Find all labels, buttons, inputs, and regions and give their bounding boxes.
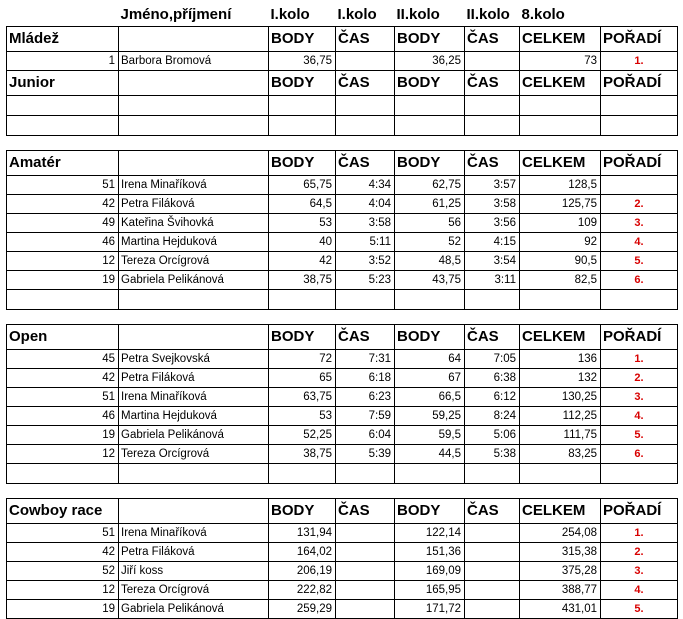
section-gap (7, 310, 678, 325)
label-total: CELKEM (520, 71, 601, 96)
empty-row (7, 290, 678, 310)
round2-time: 3:57 (465, 176, 520, 195)
gap-cell (7, 484, 119, 499)
rank-value: 4. (601, 233, 678, 252)
table-row (7, 350, 678, 369)
label-points-2: BODY (395, 499, 465, 524)
total-points: 111,75 (520, 426, 601, 445)
label-time-1: ČAS (336, 325, 395, 350)
category-row (7, 71, 678, 96)
empty-cell (465, 116, 520, 136)
total-points: 109 (520, 214, 601, 233)
start-number: 12 (7, 252, 119, 271)
round1-time (336, 52, 395, 71)
round2-points: 43,75 (395, 271, 465, 290)
label-rank: POŘADÍ (601, 325, 678, 350)
round2-points: 48,5 (395, 252, 465, 271)
label-points-1: BODY (269, 151, 336, 176)
round1-points: 53 (269, 214, 336, 233)
table-row (7, 214, 678, 233)
round2-points: 56 (395, 214, 465, 233)
rank-value: 5. (601, 252, 678, 271)
rider-name: Jiří koss (119, 562, 269, 581)
header-name: Jméno,příjmení (120, 6, 232, 23)
rider-name: Petra Filáková (119, 195, 269, 214)
round1-points: 52,25 (269, 426, 336, 445)
round2-time (465, 543, 520, 562)
rider-name: Petra Filáková (119, 369, 269, 388)
empty-cell (395, 290, 465, 310)
label-points-2: BODY (395, 27, 465, 52)
rank-value: 4. (601, 581, 678, 600)
total-points: 112,25 (520, 407, 601, 426)
round1-time: 4:04 (336, 195, 395, 214)
round2-time: 5:06 (465, 426, 520, 445)
empty-cell (520, 96, 601, 116)
round2-points: 66,5 (395, 388, 465, 407)
category-title: Amatér (7, 151, 119, 176)
empty-cell (269, 464, 336, 484)
round2-points: 59,5 (395, 426, 465, 445)
round1-time (336, 543, 395, 562)
empty-cell (336, 96, 395, 116)
round1-time: 6:18 (336, 369, 395, 388)
round1-time: 7:59 (336, 407, 395, 426)
empty-cell (7, 96, 119, 116)
round2-time (465, 562, 520, 581)
gap-cell (465, 310, 520, 325)
label-points-1: BODY (269, 499, 336, 524)
round1-points: 222,82 (269, 581, 336, 600)
label-total: CELKEM (520, 499, 601, 524)
start-number: 42 (7, 195, 119, 214)
round2-points: 62,75 (395, 176, 465, 195)
start-number: 12 (7, 581, 119, 600)
round1-time: 7:31 (336, 350, 395, 369)
empty-cell (601, 464, 678, 484)
header-round2-points: II.kolo (396, 6, 440, 23)
empty-row (7, 464, 678, 484)
round1-points: 65,75 (269, 176, 336, 195)
start-number: 1 (7, 52, 119, 71)
round2-time: 3:56 (465, 214, 520, 233)
total-points: 128,5 (520, 176, 601, 195)
rank-value: 1. (601, 52, 678, 71)
table-row (7, 407, 678, 426)
total-points: 82,5 (520, 271, 601, 290)
rider-name: Kateřina Švihovká (119, 214, 269, 233)
gap-cell (336, 136, 395, 151)
total-points: 431,01 (520, 600, 601, 619)
empty-cell (395, 116, 465, 136)
table-row (7, 195, 678, 214)
start-number: 45 (7, 350, 119, 369)
total-points: 92 (520, 233, 601, 252)
category-title: Open (7, 325, 119, 350)
round2-time: 5:38 (465, 445, 520, 464)
start-number: 46 (7, 233, 119, 252)
empty-cell (601, 96, 678, 116)
start-number: 52 (7, 562, 119, 581)
start-number: 12 (7, 445, 119, 464)
table-row (7, 52, 678, 71)
gap-cell (336, 484, 395, 499)
table-row (7, 445, 678, 464)
rider-name: Martina Hejduková (119, 233, 269, 252)
total-points: 83,25 (520, 445, 601, 464)
round1-points: 53 (269, 407, 336, 426)
label-rank: POŘADÍ (601, 71, 678, 96)
round1-points: 164,02 (269, 543, 336, 562)
total-points: 136 (520, 350, 601, 369)
table-row (7, 252, 678, 271)
table-row (7, 426, 678, 445)
round2-time: 6:12 (465, 388, 520, 407)
label-time-2: ČAS (465, 499, 520, 524)
gap-cell (520, 484, 601, 499)
section-gap (7, 136, 678, 151)
total-points: 73 (520, 52, 601, 71)
category-row (7, 499, 678, 524)
label-points-2: BODY (395, 151, 465, 176)
total-points: 130,25 (520, 388, 601, 407)
round1-points: 131,94 (269, 524, 336, 543)
round1-points: 38,75 (269, 445, 336, 464)
start-number: 42 (7, 543, 119, 562)
header-round2-time: II.kolo (466, 6, 510, 23)
round2-time (465, 600, 520, 619)
rider-name: Tereza Orcígrová (119, 252, 269, 271)
rank-value: 3. (601, 388, 678, 407)
rank-value: 5. (601, 426, 678, 445)
round1-points: 63,75 (269, 388, 336, 407)
gap-cell (269, 310, 336, 325)
total-points: 90,5 (520, 252, 601, 271)
rank-value: 2. (601, 195, 678, 214)
round1-points: 42 (269, 252, 336, 271)
label-time-1: ČAS (336, 499, 395, 524)
rider-name: Petra Filáková (119, 543, 269, 562)
rider-name: Gabriela Pelikánová (119, 271, 269, 290)
round2-points: 169,09 (395, 562, 465, 581)
empty-cell (269, 116, 336, 136)
total-points: 125,75 (520, 195, 601, 214)
empty-cell (336, 290, 395, 310)
total-points: 388,77 (520, 581, 601, 600)
table-row (7, 524, 678, 543)
table-row (7, 600, 678, 619)
label-total: CELKEM (520, 325, 601, 350)
round1-time: 6:04 (336, 426, 395, 445)
gap-cell (465, 136, 520, 151)
empty-cell (520, 116, 601, 136)
rank-value: 1. (601, 350, 678, 369)
empty-cell (269, 96, 336, 116)
label-points-2: BODY (395, 71, 465, 96)
label-time-1: ČAS (336, 27, 395, 52)
rider-name: Gabriela Pelikánová (119, 600, 269, 619)
rank-value: 3. (601, 214, 678, 233)
empty-row (7, 96, 678, 116)
empty-cell (520, 464, 601, 484)
round1-time: 5:39 (336, 445, 395, 464)
round2-points: 52 (395, 233, 465, 252)
rank-value: 5. (601, 600, 678, 619)
total-points: 315,38 (520, 543, 601, 562)
empty-cell (395, 96, 465, 116)
empty-cell (119, 96, 269, 116)
empty-cell (520, 290, 601, 310)
gap-cell (119, 136, 269, 151)
gap-cell (269, 136, 336, 151)
label-rank: POŘADÍ (601, 27, 678, 52)
round2-time: 3:58 (465, 195, 520, 214)
category-row (7, 325, 678, 350)
category-blank (119, 71, 269, 96)
gap-cell (395, 310, 465, 325)
empty-cell (601, 116, 678, 136)
header-round1-points: I.kolo (270, 6, 310, 23)
start-number: 19 (7, 271, 119, 290)
round1-points: 72 (269, 350, 336, 369)
gap-cell (336, 310, 395, 325)
gap-cell (7, 136, 119, 151)
round1-time (336, 581, 395, 600)
start-number: 46 (7, 407, 119, 426)
rider-name: Gabriela Pelikánová (119, 426, 269, 445)
round2-points: 67 (395, 369, 465, 388)
category-blank (119, 27, 269, 52)
round1-time: 3:52 (336, 252, 395, 271)
label-time-2: ČAS (465, 151, 520, 176)
category-title: Cowboy race (7, 499, 119, 524)
round1-points: 40 (269, 233, 336, 252)
empty-cell (119, 116, 269, 136)
header-round-number: 8.kolo (521, 6, 565, 23)
start-number: 49 (7, 214, 119, 233)
table-row (7, 388, 678, 407)
table-row (7, 176, 678, 195)
empty-cell (465, 96, 520, 116)
round2-points: 44,5 (395, 445, 465, 464)
gap-cell (395, 136, 465, 151)
label-points-1: BODY (269, 27, 336, 52)
gap-cell (520, 310, 601, 325)
rider-name: Irena Minaříková (119, 524, 269, 543)
empty-cell (395, 464, 465, 484)
rank-value: 6. (601, 445, 678, 464)
empty-cell (119, 290, 269, 310)
rank-value (601, 176, 678, 195)
start-number: 51 (7, 524, 119, 543)
empty-cell (601, 290, 678, 310)
round2-time: 6:38 (465, 369, 520, 388)
category-blank (119, 325, 269, 350)
category-row (7, 27, 678, 52)
category-row (7, 151, 678, 176)
round1-points: 206,19 (269, 562, 336, 581)
empty-cell (336, 116, 395, 136)
table-row (7, 543, 678, 562)
rank-value: 3. (601, 562, 678, 581)
label-rank: POŘADÍ (601, 499, 678, 524)
gap-cell (269, 484, 336, 499)
label-total: CELKEM (520, 151, 601, 176)
gap-cell (601, 310, 678, 325)
category-blank (119, 151, 269, 176)
rider-name: Tereza Orcígrová (119, 581, 269, 600)
round1-points: 38,75 (269, 271, 336, 290)
start-number: 19 (7, 600, 119, 619)
round2-time: 7:05 (465, 350, 520, 369)
rank-value: 2. (601, 543, 678, 562)
results-sheet (6, 4, 678, 619)
round1-time: 5:11 (336, 233, 395, 252)
round1-time (336, 600, 395, 619)
round1-time (336, 562, 395, 581)
start-number: 42 (7, 369, 119, 388)
round2-time: 3:11 (465, 271, 520, 290)
table-row (7, 271, 678, 290)
gap-cell (7, 310, 119, 325)
label-points-1: BODY (269, 325, 336, 350)
round1-time: 4:34 (336, 176, 395, 195)
round2-points: 151,36 (395, 543, 465, 562)
gap-cell (465, 484, 520, 499)
rider-name: Tereza Orcígrová (119, 445, 269, 464)
table-row (7, 233, 678, 252)
column-header-row (7, 4, 678, 27)
round2-points: 171,72 (395, 600, 465, 619)
rider-name: Irena Minaříková (119, 388, 269, 407)
round2-time (465, 581, 520, 600)
start-number: 19 (7, 426, 119, 445)
label-rank: POŘADÍ (601, 151, 678, 176)
empty-cell (465, 464, 520, 484)
round2-points: 122,14 (395, 524, 465, 543)
total-points: 254,08 (520, 524, 601, 543)
gap-cell (601, 484, 678, 499)
round2-points: 64 (395, 350, 465, 369)
round2-time (465, 524, 520, 543)
section-gap (7, 484, 678, 499)
rider-name: Petra Svejkovská (119, 350, 269, 369)
round2-points: 165,95 (395, 581, 465, 600)
label-time-2: ČAS (465, 27, 520, 52)
rider-name: Martina Hejduková (119, 407, 269, 426)
category-title: Mládež (7, 27, 119, 52)
rank-value: 4. (601, 407, 678, 426)
round1-time: 3:58 (336, 214, 395, 233)
round1-time (336, 524, 395, 543)
empty-cell (465, 290, 520, 310)
rider-name: Irena Minaříková (119, 176, 269, 195)
table-row (7, 562, 678, 581)
header-round1-time: I.kolo (337, 6, 377, 23)
rank-value: 1. (601, 524, 678, 543)
empty-cell (119, 464, 269, 484)
empty-cell (7, 290, 119, 310)
round1-points: 259,29 (269, 600, 336, 619)
label-total: CELKEM (520, 27, 601, 52)
label-time-2: ČAS (465, 325, 520, 350)
start-number: 51 (7, 176, 119, 195)
total-points: 132 (520, 369, 601, 388)
round1-points: 64,5 (269, 195, 336, 214)
label-points-1: BODY (269, 71, 336, 96)
gap-cell (395, 484, 465, 499)
gap-cell (601, 136, 678, 151)
rank-value: 2. (601, 369, 678, 388)
round2-points: 36,25 (395, 52, 465, 71)
round1-time: 5:23 (336, 271, 395, 290)
empty-cell (269, 290, 336, 310)
empty-cell (7, 116, 119, 136)
round1-time: 6:23 (336, 388, 395, 407)
round2-time: 4:15 (465, 233, 520, 252)
header-blank (7, 4, 119, 27)
header-blank-end (601, 4, 678, 27)
round1-points: 65 (269, 369, 336, 388)
round2-time: 3:54 (465, 252, 520, 271)
category-title: Junior (7, 71, 119, 96)
gap-cell (119, 484, 269, 499)
start-number: 51 (7, 388, 119, 407)
category-blank (119, 499, 269, 524)
gap-cell (520, 136, 601, 151)
gap-cell (119, 310, 269, 325)
empty-cell (336, 464, 395, 484)
label-time-1: ČAS (336, 151, 395, 176)
results-table (6, 4, 678, 619)
rider-name: Barbora Bromová (119, 52, 269, 71)
label-time-2: ČAS (465, 71, 520, 96)
label-time-1: ČAS (336, 71, 395, 96)
total-points: 375,28 (520, 562, 601, 581)
empty-row (7, 116, 678, 136)
round2-time: 8:24 (465, 407, 520, 426)
round2-points: 61,25 (395, 195, 465, 214)
round2-time (465, 52, 520, 71)
table-row (7, 581, 678, 600)
rank-value: 6. (601, 271, 678, 290)
empty-cell (7, 464, 119, 484)
table-row (7, 369, 678, 388)
round1-points: 36,75 (269, 52, 336, 71)
round2-points: 59,25 (395, 407, 465, 426)
label-points-2: BODY (395, 325, 465, 350)
